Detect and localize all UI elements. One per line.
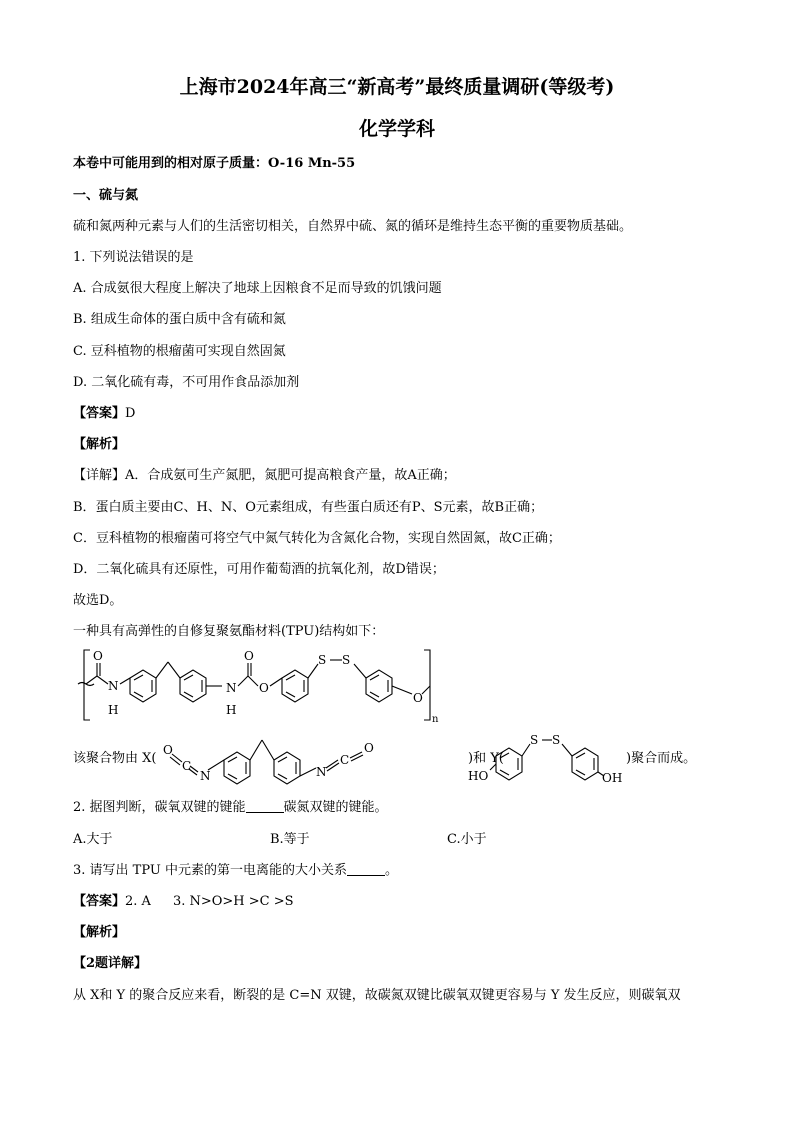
monomer-prefix: 该聚合物由 X( bbox=[73, 751, 157, 766]
amide-h2: H bbox=[226, 703, 237, 717]
q1-detail-c: C．豆科植物的根瘤菌可将空气中氮气转化为含氮化合物，实现自然固氮，故C正确； bbox=[73, 531, 561, 546]
q3-answer-blank bbox=[347, 863, 385, 876]
x-n-right: N bbox=[316, 765, 327, 779]
carbonyl-o2: O bbox=[244, 649, 254, 663]
q2-option-c: C.小于 bbox=[447, 832, 487, 847]
q1-option-c: C. 豆科植物的根瘤菌可实现自然固氮 bbox=[73, 344, 286, 359]
q3-stem-after: 。 bbox=[384, 863, 398, 878]
carbonyl-o1: O bbox=[93, 649, 103, 663]
x-n-left: N bbox=[200, 769, 211, 783]
amide-h1: H bbox=[108, 703, 119, 717]
amide-n1: N bbox=[108, 679, 119, 693]
y-sulfur-2: S bbox=[552, 733, 561, 747]
monomer-middle: )和 Y( bbox=[468, 751, 504, 766]
q2-option-a: A.大于 bbox=[73, 832, 113, 847]
answer-q3: 3. N>O>H >C >S bbox=[172, 894, 294, 909]
atomic-mass-note: 本卷中可能用到的相对原子质量：O-16 Mn-55 bbox=[73, 156, 356, 171]
q2-stem-after: 碳氮双键的键能。 bbox=[283, 800, 388, 815]
ester-o: O bbox=[259, 681, 269, 695]
q2-answer-blank bbox=[246, 800, 284, 813]
answer-value: D bbox=[125, 406, 136, 421]
subject-title: 化学学科 bbox=[358, 118, 435, 140]
section-intro: 硫和氮两种元素与人们的生活密切相关，自然界中硫、氮的循环是维持生态平衡的重要物质基础。 bbox=[73, 219, 633, 234]
y-oh: OH bbox=[602, 771, 623, 785]
page-title: 上海市2024年高三“新高考”最终质量调研(等级考) bbox=[179, 76, 615, 98]
q1-option-b: B. 组成生命体的蛋白质中含有硫和氮 bbox=[73, 312, 286, 327]
q3-stem bbox=[73, 859, 398, 878]
q1-stem: 1. 下列说法错误的是 bbox=[73, 250, 194, 265]
answers-2-3 bbox=[73, 890, 294, 909]
detail-text-q2: 从 X和 Y 的聚合反应来看，断裂的是 C=N 双键，故碳氮双键比碳氧双键更容易与 Y 发生反应，则碳氧双 bbox=[73, 988, 681, 1003]
q2-stem bbox=[73, 796, 388, 815]
x-o-left: O bbox=[163, 743, 173, 757]
y-sulfur-1: S bbox=[530, 733, 539, 747]
monomer-suffix: )聚合而成。 bbox=[626, 751, 697, 766]
q1-detail-a: 【详解】A．合成氨可生产氮肥，氮肥可提高粮食产量，故A正确； bbox=[73, 468, 456, 483]
q1-detail-b: B．蛋白质主要由C、H、N、O元素组成，有些蛋白质还有P、S元素，故B正确； bbox=[73, 500, 544, 515]
q1-detail-d: D．二氧化硫具有还原性，可用作葡萄酒的抗氧化剂，故D错误； bbox=[73, 562, 445, 577]
q1-detail-conclusion: 故选D。 bbox=[73, 593, 123, 608]
q1-option-d: D. 二氧化硫有毒，不可用作食品添加剂 bbox=[73, 375, 300, 390]
sulfur-1: S bbox=[318, 653, 327, 667]
x-o-right: O bbox=[364, 741, 374, 755]
answers-label: 【答案】 bbox=[73, 894, 126, 909]
section-heading: 一、硫与氮 bbox=[73, 188, 139, 203]
x-c-right: C bbox=[340, 753, 350, 767]
q3-stem-before: 3. 请写出 TPU 中元素的第一电离能的大小关系 bbox=[73, 863, 347, 878]
repeat-subscript: n bbox=[432, 714, 439, 725]
q1-analysis-label: 【解析】 bbox=[73, 437, 126, 452]
answer-label: 【答案】 bbox=[73, 406, 126, 421]
ether-o: O bbox=[413, 691, 423, 705]
q1-option-a: A. 合成氨很大程度上解决了地球上因粮食不足而导致的饥饿问题 bbox=[73, 281, 442, 296]
q2-stem-before: 2. 据图判断，碳氧双键的键能 bbox=[73, 800, 246, 815]
detail-label-q2: 【2题详解】 bbox=[73, 956, 148, 971]
amide-n2: N bbox=[226, 681, 237, 695]
q2-option-b: B.等于 bbox=[270, 832, 310, 847]
analysis-label-2: 【解析】 bbox=[73, 925, 126, 940]
x-c-left: C bbox=[182, 759, 192, 773]
sulfur-2: S bbox=[342, 653, 351, 667]
y-ho: HO bbox=[468, 769, 489, 783]
answer-q2: 2. A bbox=[125, 894, 151, 909]
tpu-intro: 一种具有高弹性的自修复聚氨酯材料(TPU)结构如下： bbox=[73, 624, 385, 639]
